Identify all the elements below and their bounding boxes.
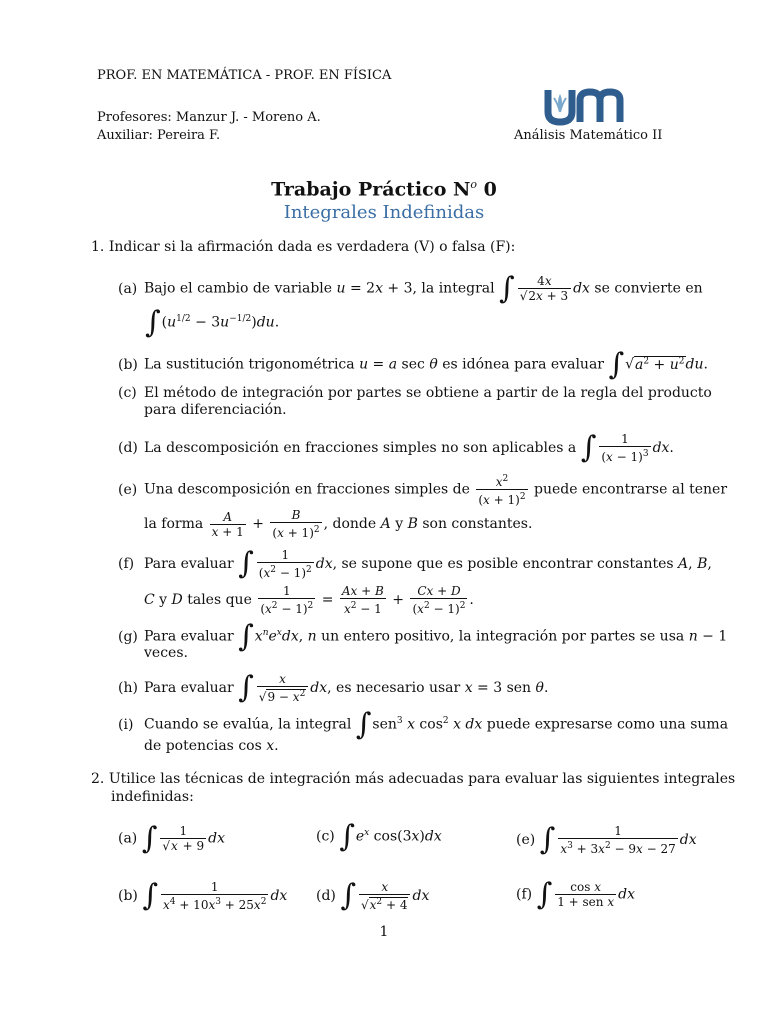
header-auxiliar: Auxiliar: Pereira F.: [97, 128, 221, 143]
integral-2a: (a) ∫ $\frac{1}{√x + 9}$ dx: [118, 820, 225, 856]
integral-2b: (b) ∫ $\frac{1}{x^4 + 10x^3 + 25x^2}$ dx: [118, 878, 288, 913]
question-2: 2. Utilice las técnicas de integración más adecuadas para evaluar las siguientes integrales: [91, 771, 736, 787]
question-1: 1. Indicar si la afirmación dada es verdadera (V) o falsa (F):: [91, 239, 516, 255]
page-number: 1: [379, 924, 389, 940]
item-1i: (i) Cuando se evalúa, la integral ∫sen$^3$ x $\cos^2 x$ dx puede expresarse como una suma: [118, 706, 729, 742]
item-1e: (e) Una descomposición en fracciones simples de $\frac{x^2}{(x + 1)^2}$ puede encontrarse al tener: [118, 474, 728, 507]
university-logo: [544, 86, 638, 126]
page-title: Trabajo Práctico $N^o$ 0: [271, 178, 497, 201]
item-1f: (f) Para evaluar ∫ $\frac{1}{(x^2 - 1)^2}$ dx, se supone que es posible encontrar constantes A, B,: [118, 546, 712, 581]
integral-2e: (e) ∫ $\frac{1}{x^3 + 3x^2 - 9x - 27}$ dx: [516, 822, 697, 857]
header-program: PROF. EN MATEMÁTICA - PROF. EN FÍSICA: [97, 68, 392, 83]
item-1g-cont: veces.: [144, 645, 188, 661]
item-1b: (b) La sustitución trigonométrica u = a sec θ es idónea para evaluar $\int√a^2 + u^2du$.: [118, 346, 708, 382]
integral-2c: (c) $\int e^x$ cos(3x)dx: [316, 818, 442, 854]
page-subtitle: Integrales Indefinidas: [283, 202, 485, 223]
item-1h: (h) Para evaluar ∫ $\frac{x}{√9 - x^2}$ dx, es necesario usar x = 3 sen θ.: [118, 670, 549, 705]
item-1g: (g) Para evaluar $\int x^ne^xdx$, n un entero positivo, la integración por partes se usa n − 1: [118, 618, 728, 654]
item-1i-cont: de potencias cos x.: [144, 738, 279, 754]
item-1d: (d) La descomposición en fracciones simples no son aplicables a ∫ $\frac{1}{(x - 1)^3}$ dx.: [118, 430, 674, 465]
question-2-cont: indefinidas:: [111, 789, 194, 805]
item-1e-cont: la forma $\frac{A}{x + 1}$ + $\frac{B}{(x + 1)^2}$ , donde A y B son constantes.: [144, 508, 533, 540]
integral-2f: (f) ∫ $\frac{\text{cos x}}{\text{1 + sen x}}$ dx: [516, 876, 635, 912]
item-1f-cont: C y D tales que $\frac{1}{(x^2 - 1)^2}$ = $\frac{Ax + B}{x^2 - 1}$ + $\frac{Cx + D}{(x^2 - 1)^2}$ .: [144, 584, 474, 616]
header-professors: Profesores: Manzur J. - Moreno A.: [97, 110, 321, 125]
header-course: Análisis Matemático II: [514, 128, 663, 143]
item-1a: (a) Bajo el cambio de variable u = 2x + 3, la integral ∫ $\frac{4x}{√2x + 3}$ dx se convierte en: [118, 270, 703, 306]
item-1c-cont: para diferenciación.: [144, 402, 287, 418]
item-1a-cont: $\int(u^{1/2} - 3u^{-1/2})du$.: [145, 304, 280, 340]
integral-2d: (d) ∫ $\frac{x}{√x^2 + 4}$ dx: [316, 878, 430, 913]
item-1c: (c) El método de integración por partes se obtiene a partir de la regla del producto: [118, 385, 712, 401]
